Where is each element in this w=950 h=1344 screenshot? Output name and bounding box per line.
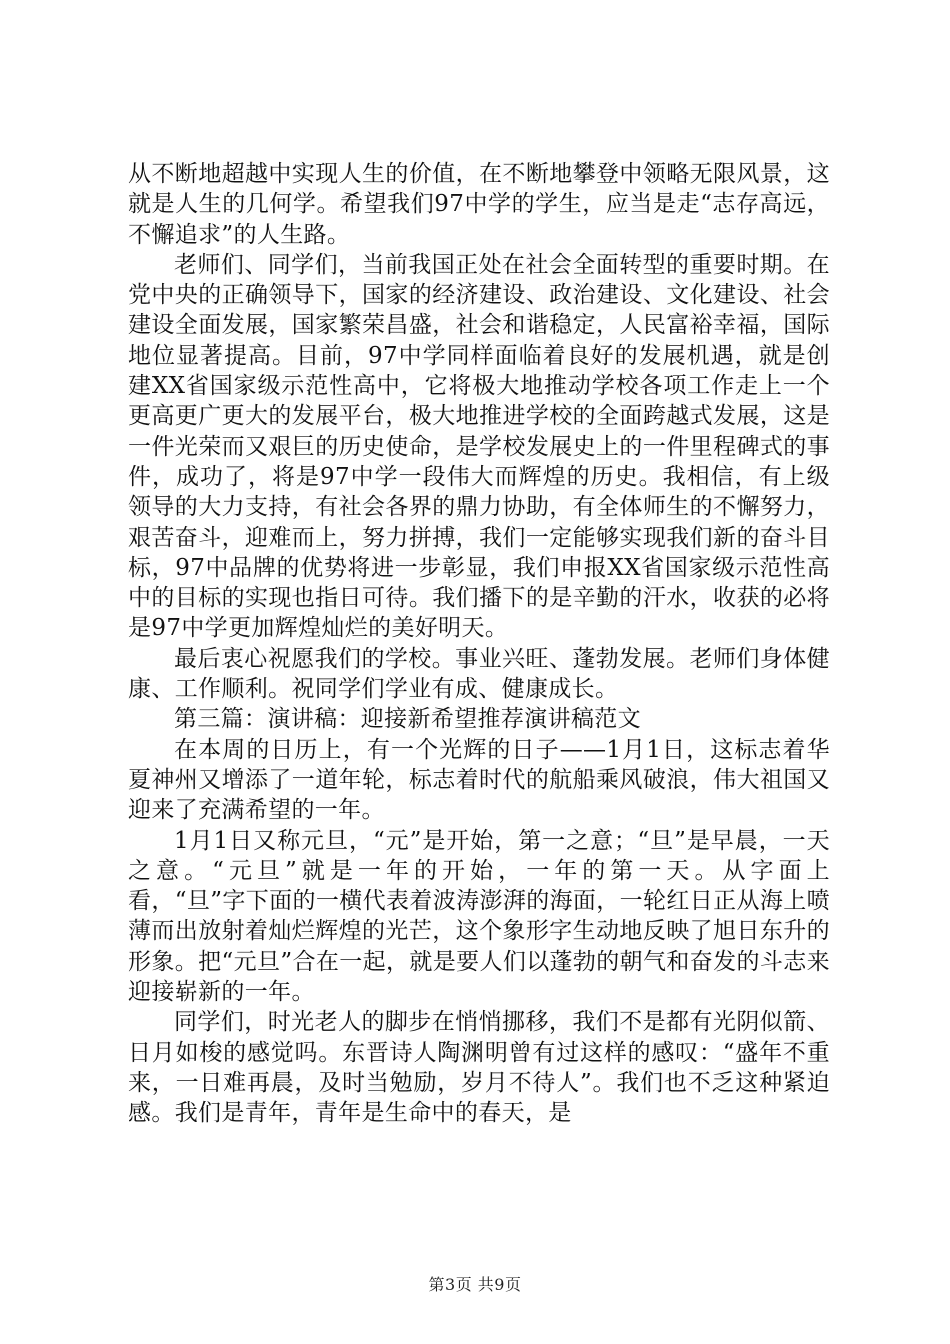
document-body bbox=[128, 159, 830, 1129]
page-footer: 第3页 共9页 bbox=[428, 1275, 522, 1294]
paragraph-2: 老师们、同学们，当前我国正处在社会全面转型的重要时期。在党中央的正确领导下，国家的经济建设、政治建设、文化建设、社会建设全面发展，国家繁荣昌盛，社会和谐稳定，人民富裕幸福，国际地位显著提高。目前，97中学同样面临着良好的发展机遇，就是创建XX省国家级示范性高中，它将极大地推动学校各项工作走上一个更高更广更大的发展平台，极大地推进学校的全面跨越式发展，这是一件光荣而又艰巨的历史使命，是学校发展史上的一件里程碑式的事件，成功了，将是97中学一段伟大而辉煌的历史。我相信，有上级领导的大力支持，有社会各界的鼎力协助，有全体师生的不懈努力，艰苦奋斗，迎难而上，努力拼搏，我们一定能够实现我们新的奋斗目标，97中品牌的优势将进一步彰显，我们申报XX省国家级示范性高中的目标的实现也指日可待。我们播下的是辛勤的汗水，收获的必将是97中学更加辉煌灿烂的美好明天。 bbox=[128, 251, 830, 642]
paragraph-3: 最后衷心祝愿我们的学校。事业兴旺、蓬勃发展。老师们身体健康、工作顺利。祝同学们学业有成、健康成长。 bbox=[128, 645, 830, 703]
paragraph-4: 在本周的日历上，有一个光辉的日子——1月1日，这标志着华夏神州又增添了一道年轮，标志着时代的航船乘风破浪，伟大祖国又迎来了充满希望的一年。 bbox=[128, 736, 830, 824]
paragraph-6: 同学们，时光老人的脚步在悄悄挪移，我们不是都有光阴似箭、日月如梭的感觉吗。东晋诗人陶渊明曾有过这样的感叹：“盛年不重来，一日难再晨，及时当勉励，岁月不待人”。我们也不乏这种紧迫感。我们是青年，青年是生命中的春天，是 bbox=[128, 1009, 830, 1127]
paragraph-1: 从不断地超越中实现人生的价值，在不断地攀登中领略无限风景，这就是人生的几何学。希望我们97中学的学生，应当是走“志存高远，不懈追求”的人生路。 bbox=[128, 161, 830, 248]
paragraph-5: 1月1日又称元旦，“元”是开始，第一之意；“旦”是早晨，一天之意。“元旦”就是一年的开始，一年的第一天。从字面上看，“旦”字下面的一横代表着波涛澎湃的海面，一轮红日正从海上喷薄而出放射着灿烂辉煌的光芒，这个象形字生动地反映了旭日东升的形象。把“元旦”合在一起，就是要人们以蓬勃的朝气和奋发的斗志来迎接崭新的一年。 bbox=[128, 827, 830, 1006]
section-heading: 第三篇：演讲稿：迎接新希望推荐演讲稿范文 bbox=[174, 706, 641, 733]
